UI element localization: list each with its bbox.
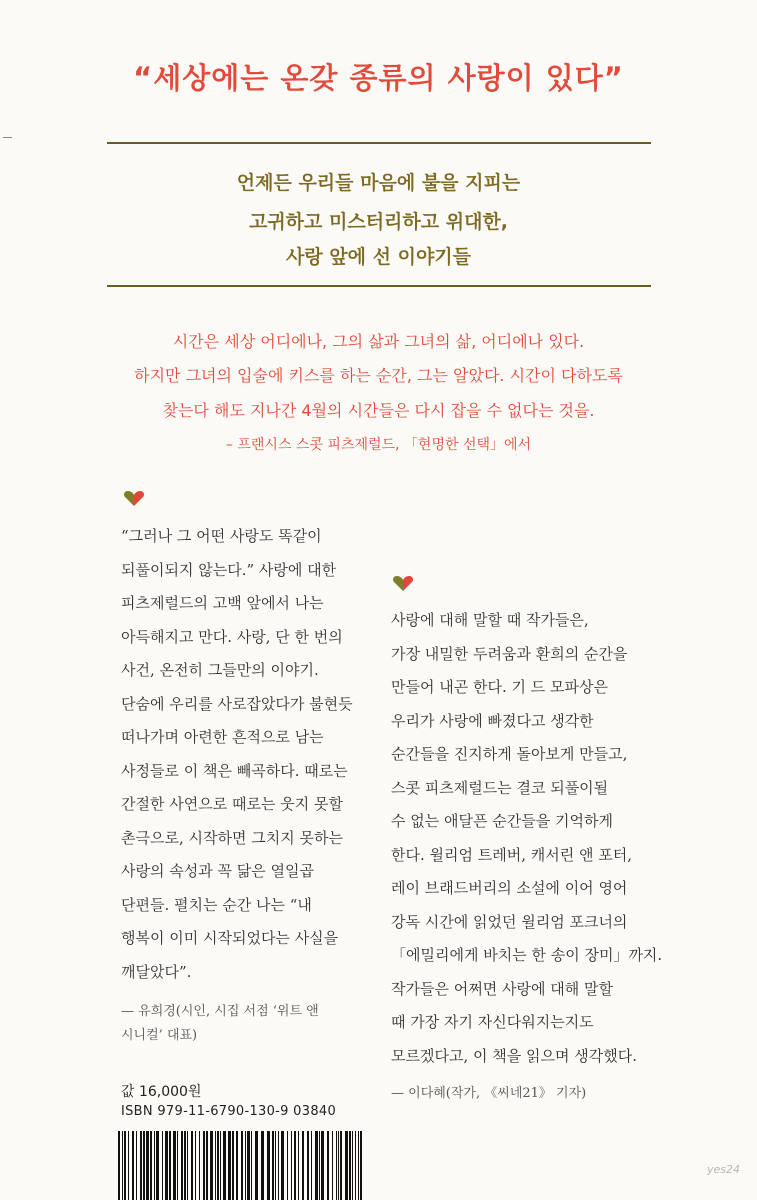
- barcode-bar: [143, 1131, 145, 1200]
- page-edge-mark: [3, 137, 12, 138]
- barcode-bar: [199, 1131, 200, 1200]
- review-right-line: 사랑에 대해 말할 때 작가들은,: [391, 611, 589, 629]
- barcode-bar: [281, 1131, 284, 1200]
- review-right-line: 만들어 내곤 한다. 기 드 모파상은: [391, 678, 608, 696]
- barcode-bar: [278, 1131, 279, 1200]
- review-left-line: 단편들. 펼치는 순간 나는 “내: [121, 896, 312, 914]
- review-left-line: 행복이 이미 시작되었다는 사실을: [121, 929, 339, 947]
- isbn-label: ISBN 979-11-6790-130-9 03840: [121, 1104, 337, 1119]
- review-right-line: 우리가 사랑에 빠졌다고 생각한: [391, 712, 594, 730]
- headline-quote: “세상에는 온갖 종류의 사랑이 있다”: [133, 61, 624, 95]
- review-left-line: 떠나가며 아련한 흔적으로 남는: [121, 728, 324, 746]
- review-left-attribution: — 유희경(시인, 시집 서점 ‘위트 앤: [121, 1004, 319, 1019]
- review-right-line: 가장 내밀한 두려움과 환희의 순간을: [391, 645, 628, 663]
- barcode-bar: [122, 1131, 123, 1200]
- barcode-bar: [154, 1131, 155, 1200]
- barcode-bar: [191, 1131, 193, 1200]
- review-left-attribution: 시니컬’ 대표): [121, 1028, 198, 1043]
- barcode-bar: [124, 1131, 126, 1200]
- barcode-bar: [177, 1131, 178, 1200]
- barcode-bar: [336, 1131, 337, 1200]
- excerpt-line-2: 하지만 그녀의 입술에 키스를 하는 순간, 그는 알았다. 시간이 다하도록: [134, 366, 623, 385]
- tagline-line-3: 사랑 앞에 선 이야기들: [285, 246, 472, 268]
- review-right-line: 순간들을 진지하게 돌아보게 만들고,: [391, 745, 628, 763]
- barcode-bar: [255, 1131, 258, 1200]
- barcode-bar: [173, 1131, 176, 1200]
- barcode-bar: [169, 1131, 171, 1200]
- barcode-bar: [162, 1131, 163, 1200]
- barcode-bar: [215, 1131, 216, 1200]
- review-left-line: 피츠제럴드의 고백 앞에서 나는: [121, 594, 324, 612]
- barcode-bar: [184, 1131, 186, 1200]
- excerpt-line-3: 찾는다 해도 지나간 4월의 시간들은 다시 잡을 수 없다는 것을.: [162, 401, 595, 420]
- review-right-line: 강독 시간에 읽었던 윌리엄 포크너의: [391, 913, 628, 931]
- barcode-bar: [307, 1131, 309, 1200]
- review-right-line: 모르겠다고, 이 책을 읽으며 생각했다.: [391, 1047, 637, 1065]
- barcode-bar: [338, 1131, 339, 1200]
- barcode-bar: [327, 1131, 329, 1200]
- barcode-bar: [156, 1131, 159, 1200]
- barcode-bar: [340, 1131, 342, 1200]
- barcode-bar: [272, 1131, 274, 1200]
- heart-icon: [123, 491, 145, 507]
- review-left-line: 깨달았다”.: [121, 963, 192, 981]
- tagline-line-2: 고귀하고 미스터리하고 위대한,: [248, 211, 509, 233]
- barcode-bar: [287, 1131, 288, 1200]
- excerpt-line-1: 시간은 세상 어디에나, 그의 삶과 그녀의 삶, 어디에나 있다.: [172, 332, 585, 351]
- barcode-bar: [118, 1131, 120, 1200]
- review-right-line: 스콧 피츠제럴드는 결코 되풀이될: [391, 779, 609, 797]
- review-right-line: 「에밀리에게 바치는 한 송이 장미」까지.: [391, 946, 663, 964]
- watermark: yes24: [707, 1163, 741, 1176]
- barcode-bar: [245, 1131, 246, 1200]
- excerpt-source: – 프랜시스 스콧 피츠제럴드, 「현명한 선택」에서: [225, 437, 532, 453]
- barcode-bar: [291, 1131, 292, 1200]
- review-left-line: 사정들로 이 책은 빼곡하다. 때로는: [121, 762, 348, 780]
- barcode-bar: [247, 1131, 250, 1200]
- review-left-line: 간절한 사연으로 때로는 웃지 못할: [121, 795, 343, 813]
- bottom-divider: [107, 285, 651, 287]
- barcode-bar: [203, 1131, 205, 1200]
- barcode-bar: [150, 1131, 152, 1200]
- review-right-line: 작가들은 어쩌면 사랑에 대해 말할: [391, 980, 613, 998]
- review-right-line: 수 없는 애달픈 순간들을 기억하게: [391, 812, 613, 830]
- barcode-bar: [217, 1131, 219, 1200]
- review-left-line: 아득해지고 만다. 사랑, 단 한 번의: [121, 628, 343, 646]
- barcode-bar: [136, 1131, 137, 1200]
- top-divider: [107, 142, 651, 144]
- barcode: [118, 1131, 362, 1200]
- barcode-bar: [355, 1131, 356, 1200]
- barcode-bar: [228, 1131, 231, 1200]
- barcode-bar: [319, 1131, 320, 1200]
- barcode-bar: [195, 1131, 196, 1200]
- barcode-bar: [352, 1131, 353, 1200]
- barcode-bar: [261, 1131, 264, 1200]
- barcode-bar: [311, 1131, 312, 1200]
- barcode-bar: [349, 1131, 351, 1200]
- barcode-bar: [132, 1131, 134, 1200]
- barcode-bar: [345, 1131, 348, 1200]
- review-left-line: 사랑의 속성과 꼭 닮은 열일곱: [121, 862, 314, 880]
- review-right-line: 한다. 윌리엄 트레버, 캐서린 앤 포터,: [391, 846, 633, 864]
- barcode-bar: [241, 1131, 243, 1200]
- barcode-bar: [165, 1131, 168, 1200]
- review-right-attribution: — 이다혜(작가, 《씨네21》 기자): [391, 1086, 587, 1101]
- barcode-bar: [140, 1131, 142, 1200]
- barcode-bar: [321, 1131, 324, 1200]
- barcode-bar: [210, 1131, 213, 1200]
- review-left-line: 단숨에 우리를 사로잡았다가 불현듯: [121, 695, 353, 713]
- barcode-bar: [223, 1131, 226, 1200]
- barcode-bar: [298, 1131, 299, 1200]
- barcode-bar: [206, 1131, 208, 1200]
- barcode-bar: [294, 1131, 296, 1200]
- review-right-line: 레이 브래드버리의 소설에 이어 영어: [391, 879, 628, 897]
- barcode-bar: [275, 1131, 276, 1200]
- review-left-line: 촌극으로, 시작하면 그치지 못하는: [121, 829, 343, 847]
- barcode-bar: [232, 1131, 234, 1200]
- barcode-bar: [220, 1131, 221, 1200]
- barcode-bar: [146, 1131, 149, 1200]
- barcode-bar: [267, 1131, 270, 1200]
- barcode-bar: [302, 1131, 304, 1200]
- review-left-line: “그러나 그 어떤 사랑도 똑같이: [121, 527, 322, 545]
- barcode-bar: [128, 1131, 129, 1200]
- barcode-bar: [332, 1131, 333, 1200]
- price-label: 값 16,000원: [121, 1084, 202, 1100]
- barcode-bar: [360, 1131, 362, 1200]
- review-right-line: 때 가장 자기 자신다워지는지도: [391, 1013, 594, 1031]
- tagline-line-1: 언제든 우리들 마음에 불을 지피는: [236, 172, 521, 194]
- review-left-line: 사건, 온전히 그들만의 이야기.: [121, 661, 319, 679]
- heart-icon: [392, 576, 414, 592]
- barcode-bar: [251, 1131, 252, 1200]
- barcode-bar: [187, 1131, 188, 1200]
- review-left-line: 되풀이되지 않는다.” 사랑에 대한: [121, 561, 337, 579]
- barcode-bar: [181, 1131, 183, 1200]
- barcode-bar: [236, 1131, 238, 1200]
- barcode-bar: [315, 1131, 318, 1200]
- barcode-bar: [358, 1131, 359, 1200]
